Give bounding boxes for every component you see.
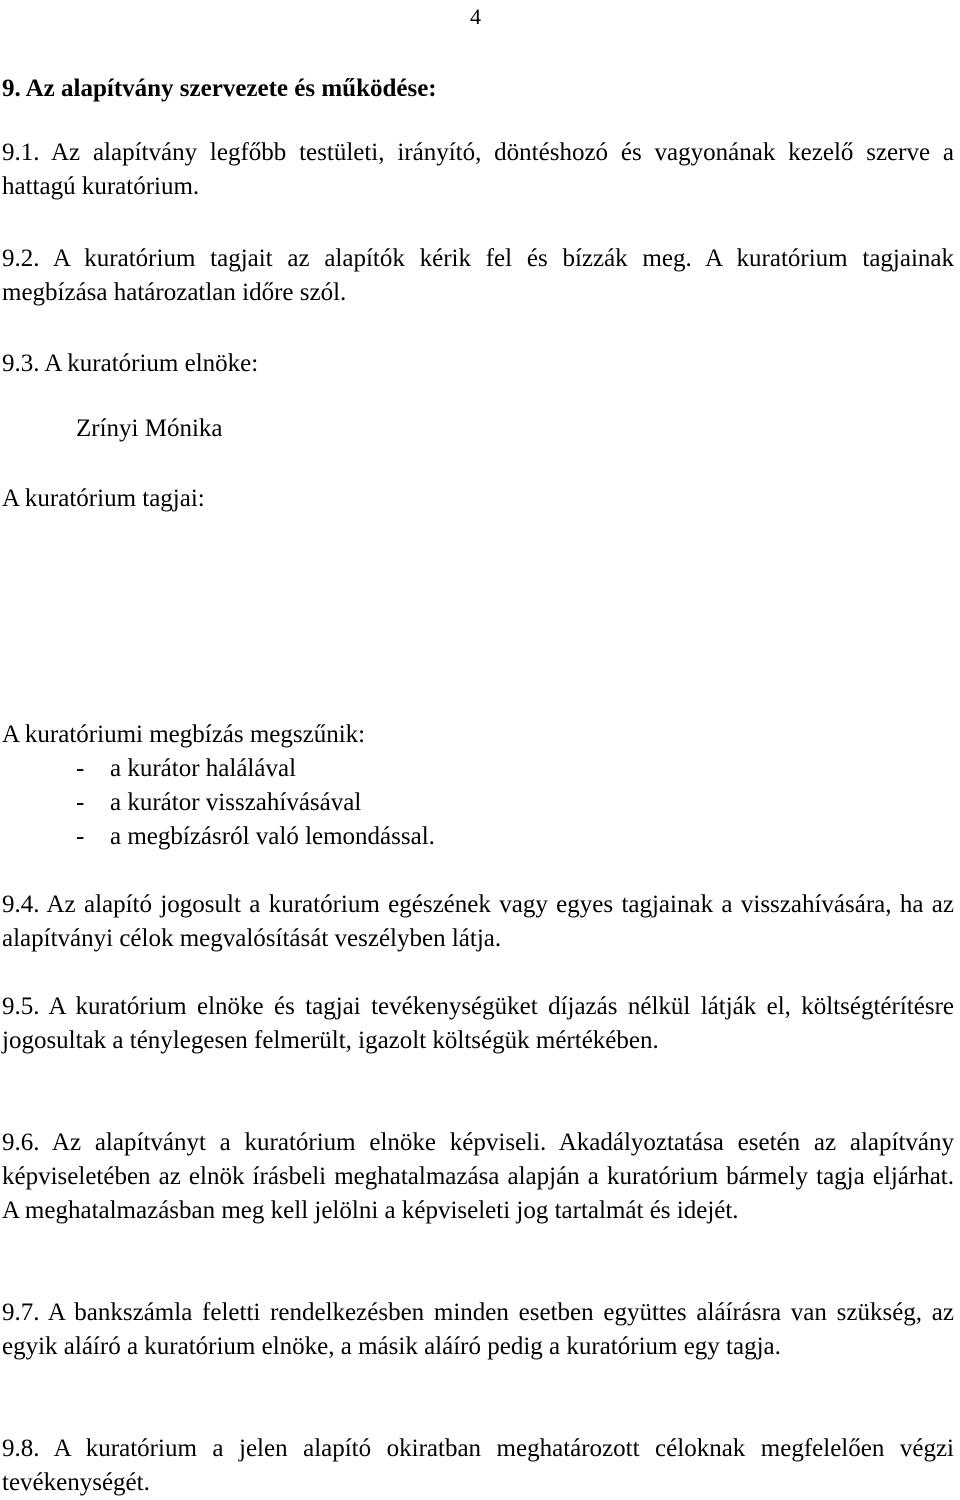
list-dash: -: [76, 755, 85, 782]
termination-label: A kuratóriumi megbízás megszűnik:: [2, 721, 366, 748]
members-label: A kuratórium tagjai:: [2, 485, 205, 512]
list-item-text: a kurátor visszahívásával: [110, 789, 362, 816]
paragraph-9-7: 9.7. A bankszámla feletti rendelkezésben minden esetben együttes aláírásra van szükség, az egyik aláíró a kuratórium elnöke, a másik aláíró pedig a kuratórium egy tagja.: [2, 1299, 954, 1360]
section-heading: 9. Az alapítvány szervezete és működése:: [2, 75, 437, 102]
list-item-text: a kurátor halálával: [110, 755, 297, 782]
paragraph-9-1: 9.1. Az alapítvány legfőbb testületi, irányító, döntéshozó és vagyonának kezelő szerve a hattagú kuratórium.: [2, 139, 954, 200]
list-item: [2, 752, 435, 786]
list-item-text: a megbízásról való lemondással.: [110, 823, 435, 850]
chair-label: 9.3. A kuratórium elnöke:: [2, 350, 259, 377]
list-item: [2, 786, 435, 820]
chair-name: Zrínyi Mónika: [76, 415, 223, 442]
paragraph-9-4: 9.4. Az alapító jogosult a kuratórium egészének vagy egyes tagjainak a visszahívására, ha az alapítványi célok megvalósítását veszélyben látja.: [2, 891, 954, 952]
termination-list: [2, 752, 435, 854]
list-dash: -: [76, 823, 85, 850]
paragraph-9-2: 9.2. A kuratórium tagjait az alapítók kérik fel és bízzák meg. A kuratórium tagjainak megbízása határozatlan időre szól.: [2, 245, 954, 306]
list-dash: -: [76, 789, 85, 816]
paragraph-9-8: 9.8. A kuratórium a jelen alapító okiratban meghatározott céloknak megfelelően végzi tevékenységét.: [2, 1435, 954, 1496]
paragraph-9-6: 9.6. Az alapítványt a kuratórium elnöke képviseli. Akadályoztatása esetén az alapítvány képviseletében az elnök írásbeli meghatalmazása alapján a kuratórium bármely tagja eljárhat. A meghatalmazásban meg kell jelölni a képviseleti jog tartalmát és idejét.: [2, 1129, 954, 1224]
page-number: 4: [470, 4, 481, 29]
list-item: [2, 820, 435, 854]
paragraph-9-5: 9.5. A kuratórium elnöke és tagjai tevékenységüket díjazás nélkül látják el, költségtérítésre jogosultak a ténylegesen felmerült, igazolt költségük mértékében.: [2, 993, 954, 1054]
